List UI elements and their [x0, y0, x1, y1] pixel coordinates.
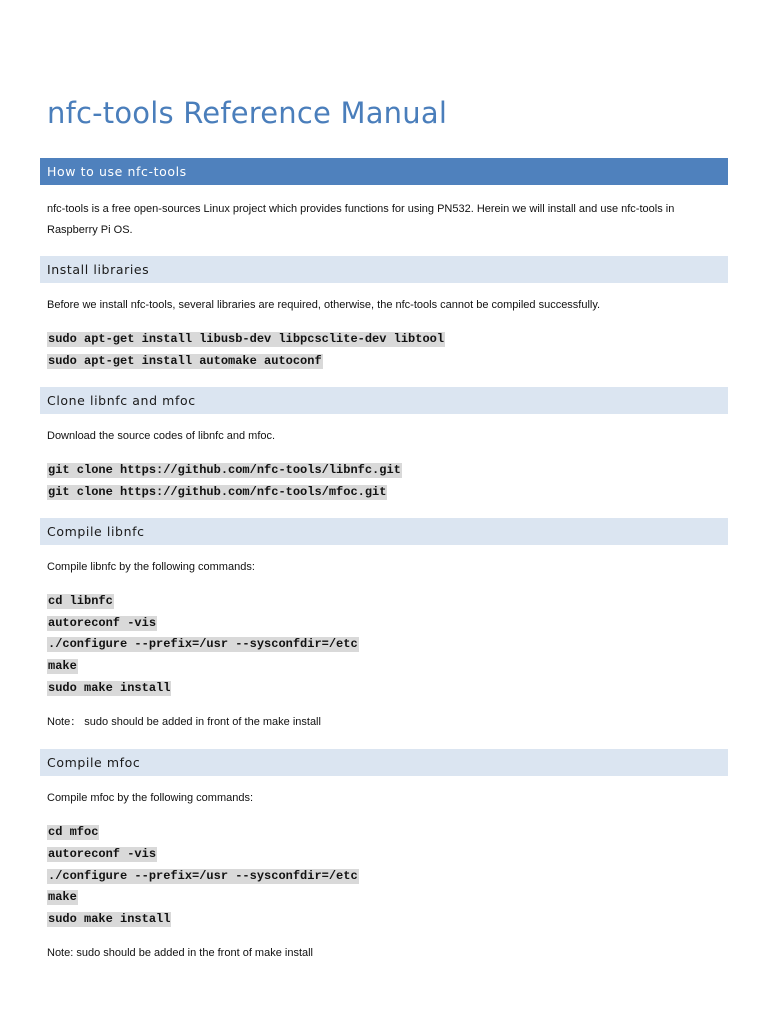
compile-mfoc-note: Note: sudo should be added in the front of make install	[47, 947, 314, 959]
code-line: sudo make install	[48, 681, 171, 695]
code-line: autoreconf -vis	[48, 847, 157, 861]
code-line: sudo apt-get install automake autoconf	[48, 354, 322, 368]
how-to-use-paragraph: nfc-tools is a free open-sources Linux project which provides functions for using PN532. Herein we will install and use nfc-tools in Raspberry Pi OS.	[47, 203, 675, 236]
code-line: git clone https://github.com/nfc-tools/libnfc.git	[48, 463, 401, 477]
code-line: ./configure --prefix=/usr --sysconfdir=/etc	[48, 637, 358, 651]
code-line: make	[48, 659, 77, 673]
page-title: nfc-tools Reference Manual	[47, 96, 448, 130]
install-libraries-paragraph: Before we install nfc-tools, several libraries are required, otherwise, the nfc-tools cannot be compiled successfully.	[47, 299, 601, 311]
code-line: sudo apt-get install libusb-dev libpcsclite-dev libtool	[48, 332, 445, 346]
section-heading-how-to-use: How to use nfc-tools	[40, 158, 728, 185]
code-line: ./configure --prefix=/usr --sysconfdir=/etc	[48, 869, 358, 883]
code-line: cd libnfc	[48, 594, 113, 608]
code-line: autoreconf -vis	[48, 616, 157, 630]
clone-paragraph: Download the source codes of libnfc and mfoc.	[47, 430, 276, 442]
section-heading-compile-mfoc: Compile mfoc	[40, 749, 728, 776]
compile-mfoc-paragraph: Compile mfoc by the following commands:	[47, 792, 254, 804]
code-line: make	[48, 890, 77, 904]
section-heading-clone: Clone libnfc and mfoc	[40, 387, 728, 414]
code-line: git clone https://github.com/nfc-tools/mfoc.git	[48, 485, 387, 499]
section-heading-install-libraries: Install libraries	[40, 256, 728, 283]
code-line: sudo make install	[48, 912, 171, 926]
code-line: cd mfoc	[48, 825, 99, 839]
compile-libnfc-paragraph: Compile libnfc by the following commands:	[47, 561, 255, 573]
compile-libnfc-note: Note： sudo should be added in front of the make install	[47, 716, 321, 728]
section-heading-compile-libnfc: Compile libnfc	[40, 518, 728, 545]
